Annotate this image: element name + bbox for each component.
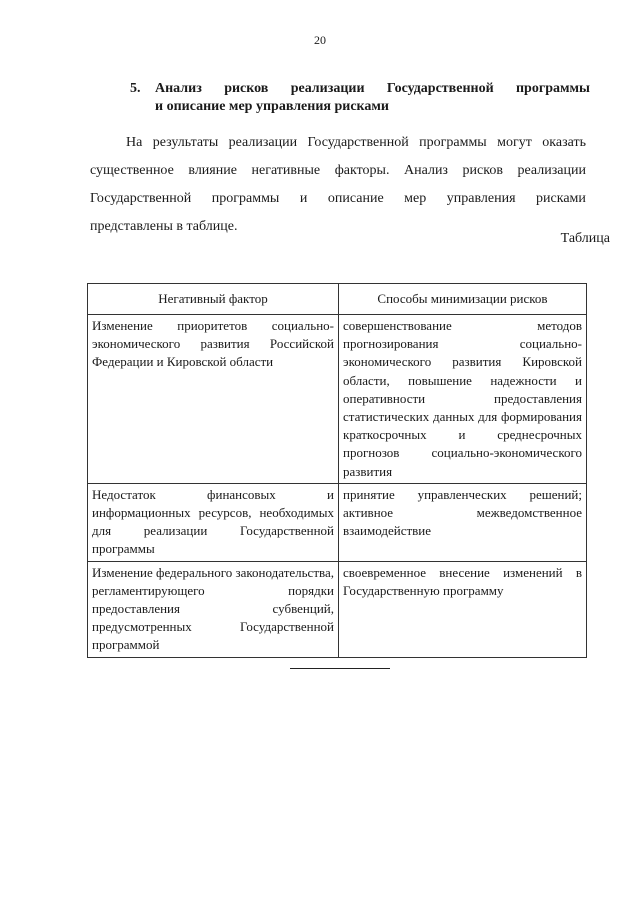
word: представлены в таблице.	[90, 219, 238, 234]
word: рисками	[536, 191, 586, 206]
title-word: Анализ	[155, 81, 202, 96]
methods-cell: принятие управленческих решений; активное межведомственное взаимодействие	[339, 483, 587, 561]
word: оказать	[542, 135, 586, 150]
end-divider	[290, 668, 390, 669]
word: Государственной	[307, 135, 409, 150]
word: могут	[497, 135, 532, 150]
column-header-factor: Негативный фактор	[88, 284, 339, 315]
section-title-line-2: и описание мер управления рисками	[155, 99, 389, 114]
intro-paragraph	[90, 129, 586, 241]
table-header-row	[88, 284, 587, 315]
paragraph-line	[90, 157, 586, 185]
paragraph-line	[90, 129, 586, 157]
factor-cell: Изменение приоритетов социально-экономического развития Российской Федерации и Кировской области	[88, 315, 339, 484]
factor-cell: Недостаток финансовых и информационных ресурсов, необходимых для реализации Государственной программы	[88, 483, 339, 561]
word: описание	[327, 191, 384, 206]
paragraph-line	[90, 185, 586, 213]
title-word: рисков	[224, 81, 269, 96]
table-caption: Таблица	[560, 231, 610, 246]
word: реализации	[517, 163, 586, 178]
column-header-methods: Способы минимизации рисков	[339, 284, 587, 315]
word: программы	[419, 135, 487, 150]
table-row	[88, 315, 587, 484]
word: На	[126, 135, 143, 150]
methods-cell: своевременное внесение изменений в Государственную программу	[339, 561, 587, 657]
word: влияние	[188, 163, 237, 178]
word: управления	[446, 191, 516, 206]
word: и	[299, 191, 308, 206]
word: мер	[404, 191, 427, 206]
table-row	[88, 483, 587, 561]
title-word: программы	[515, 81, 590, 96]
table-row	[88, 561, 587, 657]
section-title-line-1	[155, 80, 590, 98]
word: существенное	[90, 163, 174, 178]
word: Анализ	[404, 163, 448, 178]
methods-cell: совершенствование методов прогнозирования социально-экономического развития Кировской области, повышение надежности и оперативности предоставления статистических данных для формирования краткосрочных и среднесрочных прогнозов социально-экономического развития	[339, 315, 587, 484]
word: программы	[211, 191, 280, 206]
word: результаты	[152, 135, 219, 150]
paragraph-line	[90, 213, 586, 241]
page-number: 20	[314, 33, 326, 47]
word: негативные	[251, 163, 321, 178]
word: факторы.	[334, 163, 390, 178]
factor-cell: Изменение федерального законодательства, регламентирующего порядки предоставления субвенций, предусмотренных Государственной программой	[88, 561, 339, 657]
section-number: 5.	[130, 81, 141, 96]
word: рисков	[462, 163, 503, 178]
word: Государственной	[90, 191, 192, 206]
risk-table	[87, 283, 587, 658]
word: реализации	[228, 135, 298, 150]
title-word: реализации	[290, 81, 365, 96]
title-word: Государственной	[386, 81, 494, 96]
